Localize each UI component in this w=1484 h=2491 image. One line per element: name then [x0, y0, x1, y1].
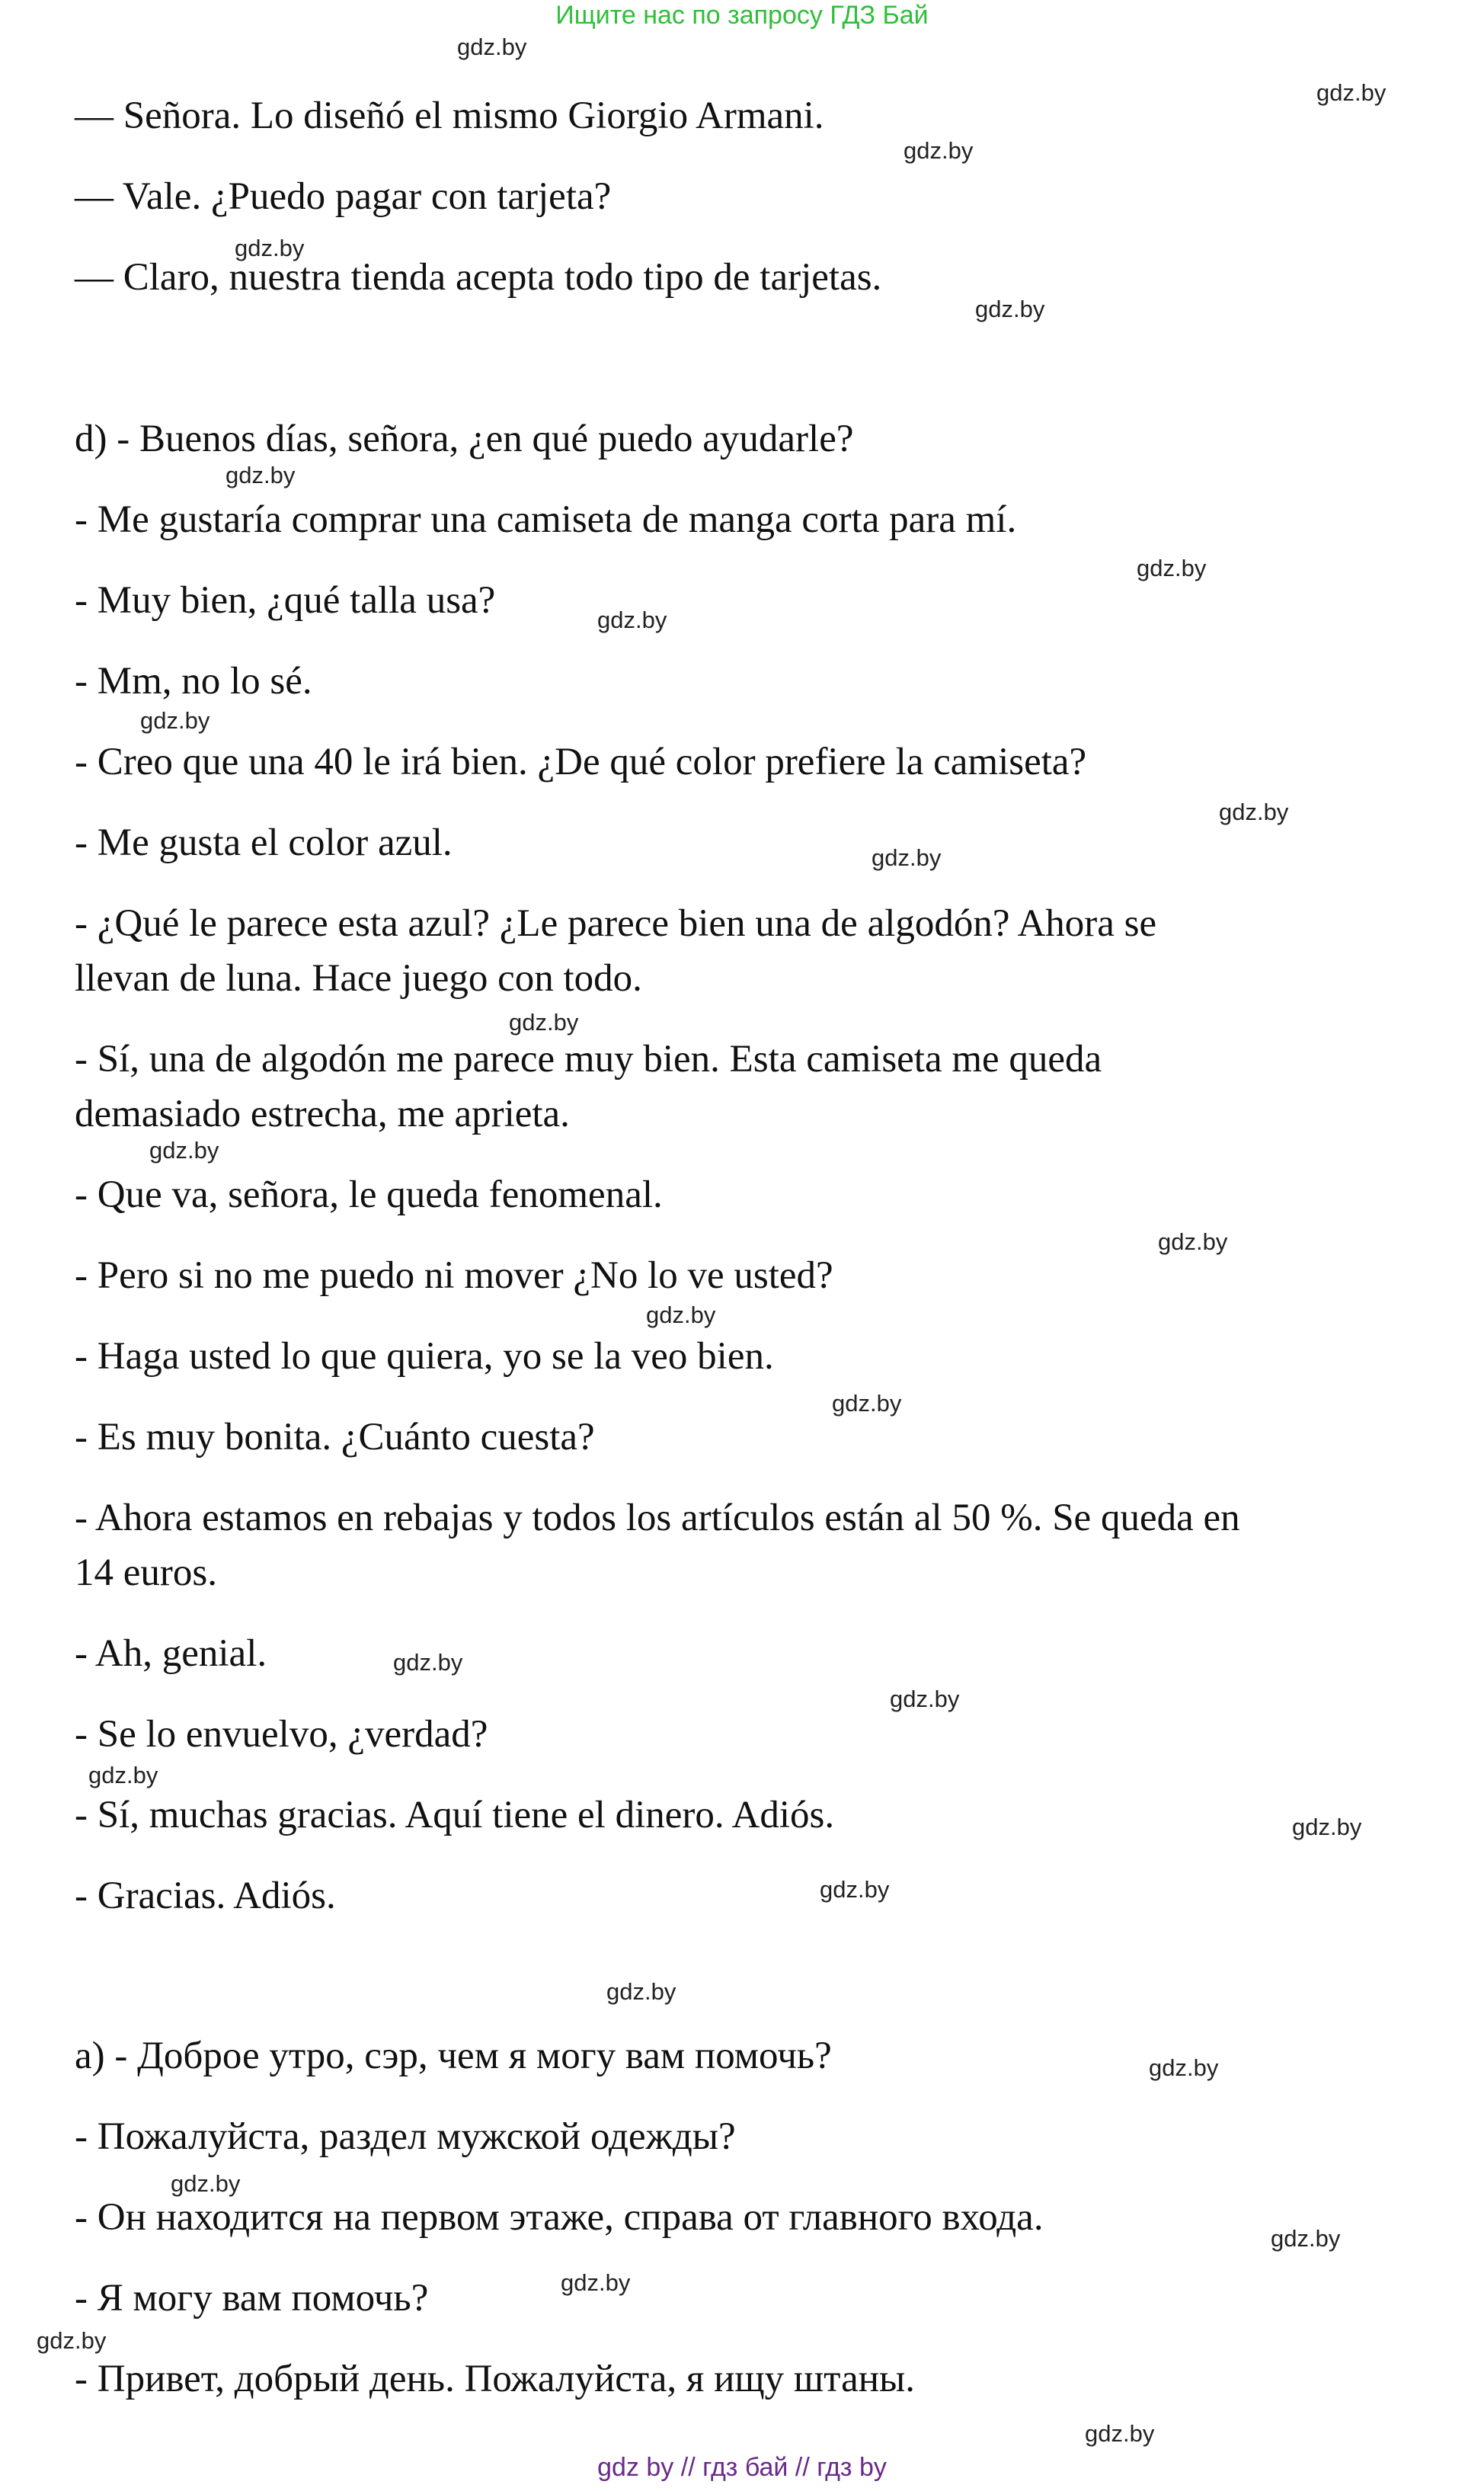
watermark: gdz.by [606, 1978, 676, 2005]
text-line: a) - Доброе утро, сэр, чем я могу вам помочь? [75, 2035, 832, 2077]
text-line: demasiado estrecha, me aprieta. [75, 1093, 570, 1135]
text-line: - Он находится на первом этаже, справа от главного входа. [75, 2196, 1044, 2239]
text-line: — Señora. Lo diseñó el mismo Giorgio Armani. [75, 94, 824, 137]
text-line: - Ahora estamos en rebajas y todos los artículos están al 50 %. Se queda en [75, 1497, 1240, 1539]
watermark: gdz.by [37, 2327, 107, 2354]
text-line: — Claro, nuestra tienda acepta todo tipo de tarjetas. [75, 256, 882, 299]
watermark: gdz.by [820, 1876, 890, 1903]
watermark: gdz.by [88, 1762, 158, 1788]
watermark: gdz.by [975, 296, 1045, 322]
watermark: gdz.by [1137, 555, 1207, 581]
watermark: gdz.by [1085, 2420, 1155, 2447]
watermark: gdz.by [597, 607, 667, 633]
footer-link[interactable]: gdz by // гдз бай // гдз by [597, 2453, 887, 2482]
watermark: gdz.by [140, 707, 210, 734]
watermark: gdz.by [1219, 799, 1289, 825]
watermark: gdz.by [171, 2170, 241, 2197]
text-line: - Sí, una de algodón me parece muy bien. Esta camiseta me queda [75, 1038, 1102, 1081]
watermark: gdz.by [646, 1302, 716, 1328]
text-line: - Me gusta el color azul. [75, 821, 453, 864]
text-line: d) - Buenos días, señora, ¿en qué puedo ayudarle? [75, 418, 854, 460]
watermark: gdz.by [832, 1390, 902, 1417]
watermark: gdz.by [457, 34, 527, 60]
text-line: - Se lo envuelvo, ¿verdad? [75, 1713, 488, 1756]
text-line: - Me gustaría comprar una camiseta de manga corta para mí. [75, 498, 1017, 541]
text-line: llevan de luna. Hace juego con todo. [75, 957, 642, 1000]
watermark: gdz.by [1271, 2225, 1341, 2252]
watermark: gdz.by [149, 1137, 219, 1164]
watermark: gdz.by [1149, 2054, 1219, 2081]
text-line: - Я могу вам помочь? [75, 2277, 429, 2320]
text-line: - Sí, muchas gracias. Aquí tiene el dinero. Adiós. [75, 1794, 835, 1836]
watermark: gdz.by [225, 462, 296, 488]
text-line: - Que va, señora, le queda fenomenal. [75, 1173, 663, 1216]
watermark: gdz.by [393, 1649, 463, 1676]
watermark: gdz.by [235, 235, 305, 261]
text-line: - Haga usted lo que quiera, yo se la veo bien. [75, 1335, 774, 1378]
text-line: - Muy bien, ¿qué talla usa? [75, 579, 496, 622]
text-line: - Привет, добрый день. Пожалуйста, я ищу штаны. [75, 2358, 916, 2400]
watermark: gdz.by [904, 137, 974, 164]
text-line: 14 euros. [75, 1551, 217, 1594]
watermark: gdz.by [1316, 79, 1386, 106]
text-line: - Gracias. Adiós. [75, 1875, 336, 1917]
watermark: gdz.by [1292, 1814, 1362, 1840]
watermark: gdz.by [509, 1009, 579, 1036]
text-line: - Creo que una 40 le irá bien. ¿De qué color prefiere la camiseta? [75, 741, 1087, 783]
text-line: - Пожалуйста, раздел мужской одежды? [75, 2115, 736, 2158]
text-line: - ¿Qué le parece esta azul? ¿Le parece bien una de algodón? Ahora se [75, 902, 1157, 945]
watermark: gdz.by [890, 1686, 960, 1712]
text-line: - Pero si no me puedo ni mover ¿No lo ve usted? [75, 1254, 833, 1297]
text-line: - Mm, no lo sé. [75, 660, 312, 703]
watermark: gdz.by [872, 844, 942, 871]
watermark: gdz.by [1158, 1228, 1228, 1255]
text-line: - Es muy bonita. ¿Cuánto cuesta? [75, 1416, 595, 1458]
text-line: - Ah, genial. [75, 1632, 267, 1675]
text-line: — Vale. ¿Puedo pagar con tarjeta? [75, 175, 612, 218]
top-search-link[interactable]: Ищите нас по запросу ГДЗ Бай [555, 1, 929, 30]
watermark: gdz.by [561, 2269, 631, 2296]
